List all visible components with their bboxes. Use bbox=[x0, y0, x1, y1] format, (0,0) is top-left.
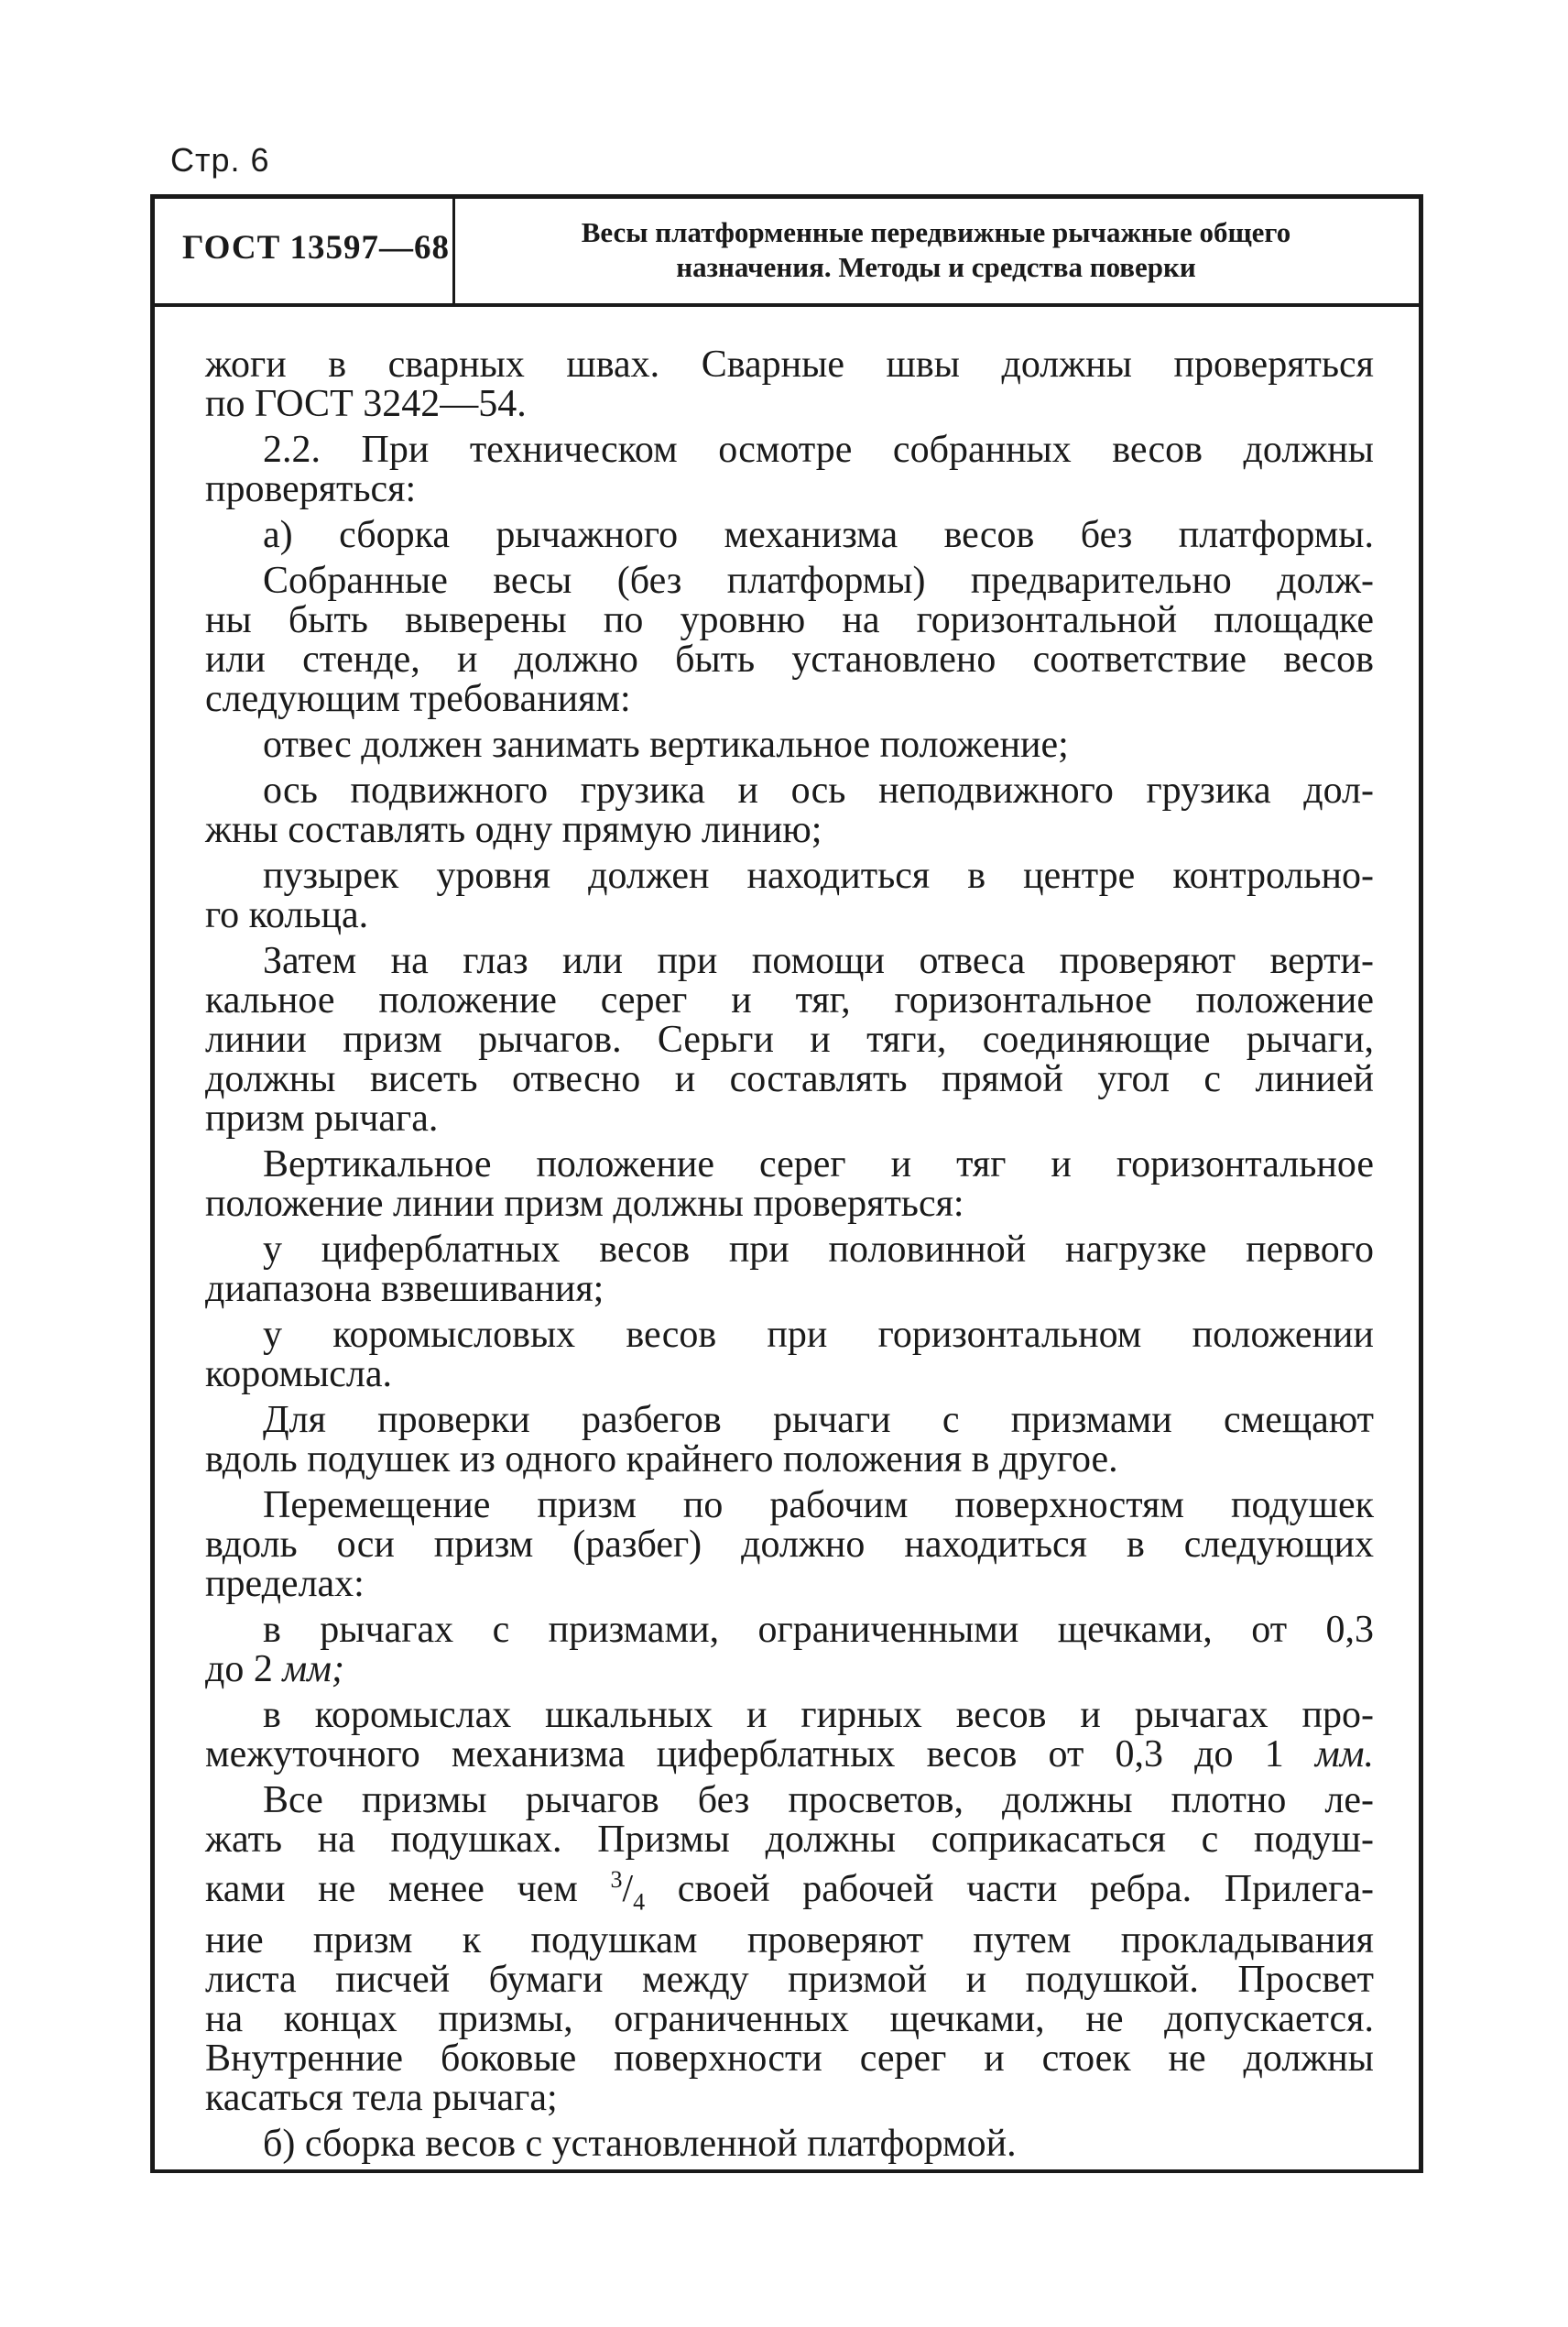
text-line: ось подвижного грузика и ось неподвижного грузика дол- bbox=[263, 770, 1374, 812]
standard-code: ГОСТ 13597—68 bbox=[182, 229, 450, 267]
text-line: Вертикальное положение серег и тяг и горизонтальное bbox=[263, 1143, 1374, 1185]
text-line: 2.2. При техническом осмотре собранных весов должны bbox=[263, 429, 1374, 471]
text-line: проверяться: bbox=[205, 468, 417, 510]
text-line: линии призм рычагов. Серьги и тяги, соединяющие рычаги, bbox=[205, 1019, 1374, 1061]
text-line: по ГОСТ 3242—54. bbox=[205, 383, 527, 425]
paragraph-play-check bbox=[205, 1401, 1374, 1480]
text-line: жать на подушках. Призмы должны соприкасаться с подуш- bbox=[205, 1819, 1374, 1861]
text-fragment: ками не менее чем bbox=[205, 1868, 611, 1910]
text-line: Затем на глаз или при помощи отвеса проверяют верти- bbox=[263, 940, 1374, 982]
body-text bbox=[205, 345, 1374, 2170]
text-line: коромысла. bbox=[205, 1353, 393, 1395]
paragraph-levers-limit bbox=[205, 1611, 1374, 1689]
document-header bbox=[155, 199, 1419, 307]
text-line: ние призм к подушкам проверяют путем прокладывания bbox=[205, 1919, 1374, 1962]
text-line: Все призмы рычагов без просветов, должны плотно ле- bbox=[263, 1779, 1374, 1821]
paragraph-dial-scales bbox=[205, 1230, 1374, 1309]
unit-mm: мм; bbox=[282, 1648, 344, 1690]
text-line bbox=[205, 1650, 1374, 1689]
text-line: или стенде, и должно быть установлено соответствие весов bbox=[205, 639, 1374, 681]
paragraph-vertical-position bbox=[205, 1145, 1374, 1224]
text-line: Внутренние боковые поверхности серег и стоек не должны bbox=[205, 2037, 1374, 2081]
paragraph-assembled-scales bbox=[205, 562, 1374, 719]
paragraph-weights-axis bbox=[205, 771, 1374, 850]
document-title bbox=[464, 215, 1408, 285]
page-number: Стр. 6 bbox=[170, 141, 270, 179]
page-frame-bottom-rule bbox=[150, 2169, 1423, 2173]
paragraph-beam-scales bbox=[205, 1316, 1374, 1394]
paragraph-beams-limit bbox=[205, 1696, 1374, 1775]
text-line: ками не менее чем $^3/_4$ своей рабочей части ребра. Прилега- bbox=[205, 1866, 1375, 1916]
text-line: кальное положение серег и тяг, горизонтальное положение bbox=[205, 979, 1374, 1021]
text-line: Собранные весы (без платформы) предварительно долж- bbox=[263, 560, 1374, 602]
text-fragment: своей рабочей части ребра. Прилега- bbox=[645, 1868, 1375, 1910]
paragraph-item-b bbox=[205, 2125, 1374, 2164]
text-line: ны быть выверены по уровню на горизонтальной площадке bbox=[205, 599, 1374, 641]
text-line bbox=[205, 1735, 1374, 1775]
text-line: вдоль подушек из одного крайнего положения в другое. bbox=[205, 1438, 1118, 1480]
text-line: Для проверки разбегов рычаги с призмами смещают bbox=[263, 1399, 1374, 1441]
text-fragment: до 2 bbox=[205, 1648, 283, 1690]
fraction-numerator: 3 bbox=[610, 1866, 623, 1893]
text-line: Перемещение призм по рабочим поверхностям подушек bbox=[263, 1484, 1374, 1526]
text-line: у циферблатных весов при половинной нагрузке первого bbox=[263, 1229, 1374, 1271]
paragraph-plumb bbox=[205, 726, 1374, 765]
text-line: у коромысловых весов при горизонтальном положении bbox=[263, 1314, 1374, 1356]
text-line: листа писчей бумаги между призмой и подушкой. Просвет bbox=[205, 1959, 1374, 2002]
text-line: жоги в сварных швах. Сварные швы должны проверяться bbox=[205, 344, 1374, 386]
paragraph-prism-contact bbox=[205, 1781, 1374, 2118]
text-line: призм рычага. bbox=[205, 1098, 439, 1140]
text-line: должны висеть отвесно и составлять прямой угол с линией bbox=[205, 1058, 1374, 1100]
fraction-denominator: 4 bbox=[633, 1888, 646, 1916]
document-title-line-1: Весы платформенные передвижные рычажные общего bbox=[581, 216, 1291, 248]
page-frame bbox=[150, 194, 1423, 2169]
unit-mm: мм. bbox=[1314, 1733, 1374, 1775]
paragraph-welds bbox=[205, 345, 1374, 424]
text-line: го кольца. bbox=[205, 894, 369, 936]
text-line: б) сборка весов с установленной платформой. bbox=[263, 2123, 1017, 2166]
paragraph-visual-check bbox=[205, 942, 1374, 1139]
document-title-line-2: назначения. Методы и средства поверки bbox=[676, 251, 1196, 283]
text-line: жны составлять одну прямую линию; bbox=[205, 809, 822, 851]
text-line: пузырек уровня должен находиться в центре контрольно- bbox=[263, 855, 1374, 897]
text-line: пределах: bbox=[205, 1563, 365, 1605]
paragraph-level-bubble bbox=[205, 857, 1374, 935]
paragraph-item-a bbox=[205, 516, 1374, 555]
text-line: диапазона взвешивания; bbox=[205, 1268, 604, 1310]
text-line: вдоль оси призм (разбег) должно находиться в следующих bbox=[205, 1524, 1374, 1566]
text-line: отвес должен занимать вертикальное положение; bbox=[263, 724, 1069, 766]
header-divider bbox=[452, 199, 455, 303]
text-line: в коромыслах шкальных и гирных весов и рычагах про- bbox=[263, 1694, 1374, 1736]
text-line: положение линии призм должны проверяться: bbox=[205, 1183, 964, 1225]
text-line: следующим требованиям: bbox=[205, 678, 631, 720]
text-line: в рычагах с призмами, ограниченными щечками, от 0,3 bbox=[263, 1609, 1374, 1651]
text-line: на концах призмы, ограниченных щечками, не допускается. bbox=[205, 1998, 1374, 2041]
text-line: а) сборка рычажного механизма весов без платформы. bbox=[263, 514, 1374, 556]
paragraph-2-2 bbox=[205, 431, 1374, 509]
paragraph-prism-movement bbox=[205, 1486, 1374, 1604]
text-line: касаться тела рычага; bbox=[205, 2077, 558, 2120]
text-fragment: межуточного механизма циферблатных весов от 0,3 до 1 bbox=[205, 1733, 1315, 1775]
